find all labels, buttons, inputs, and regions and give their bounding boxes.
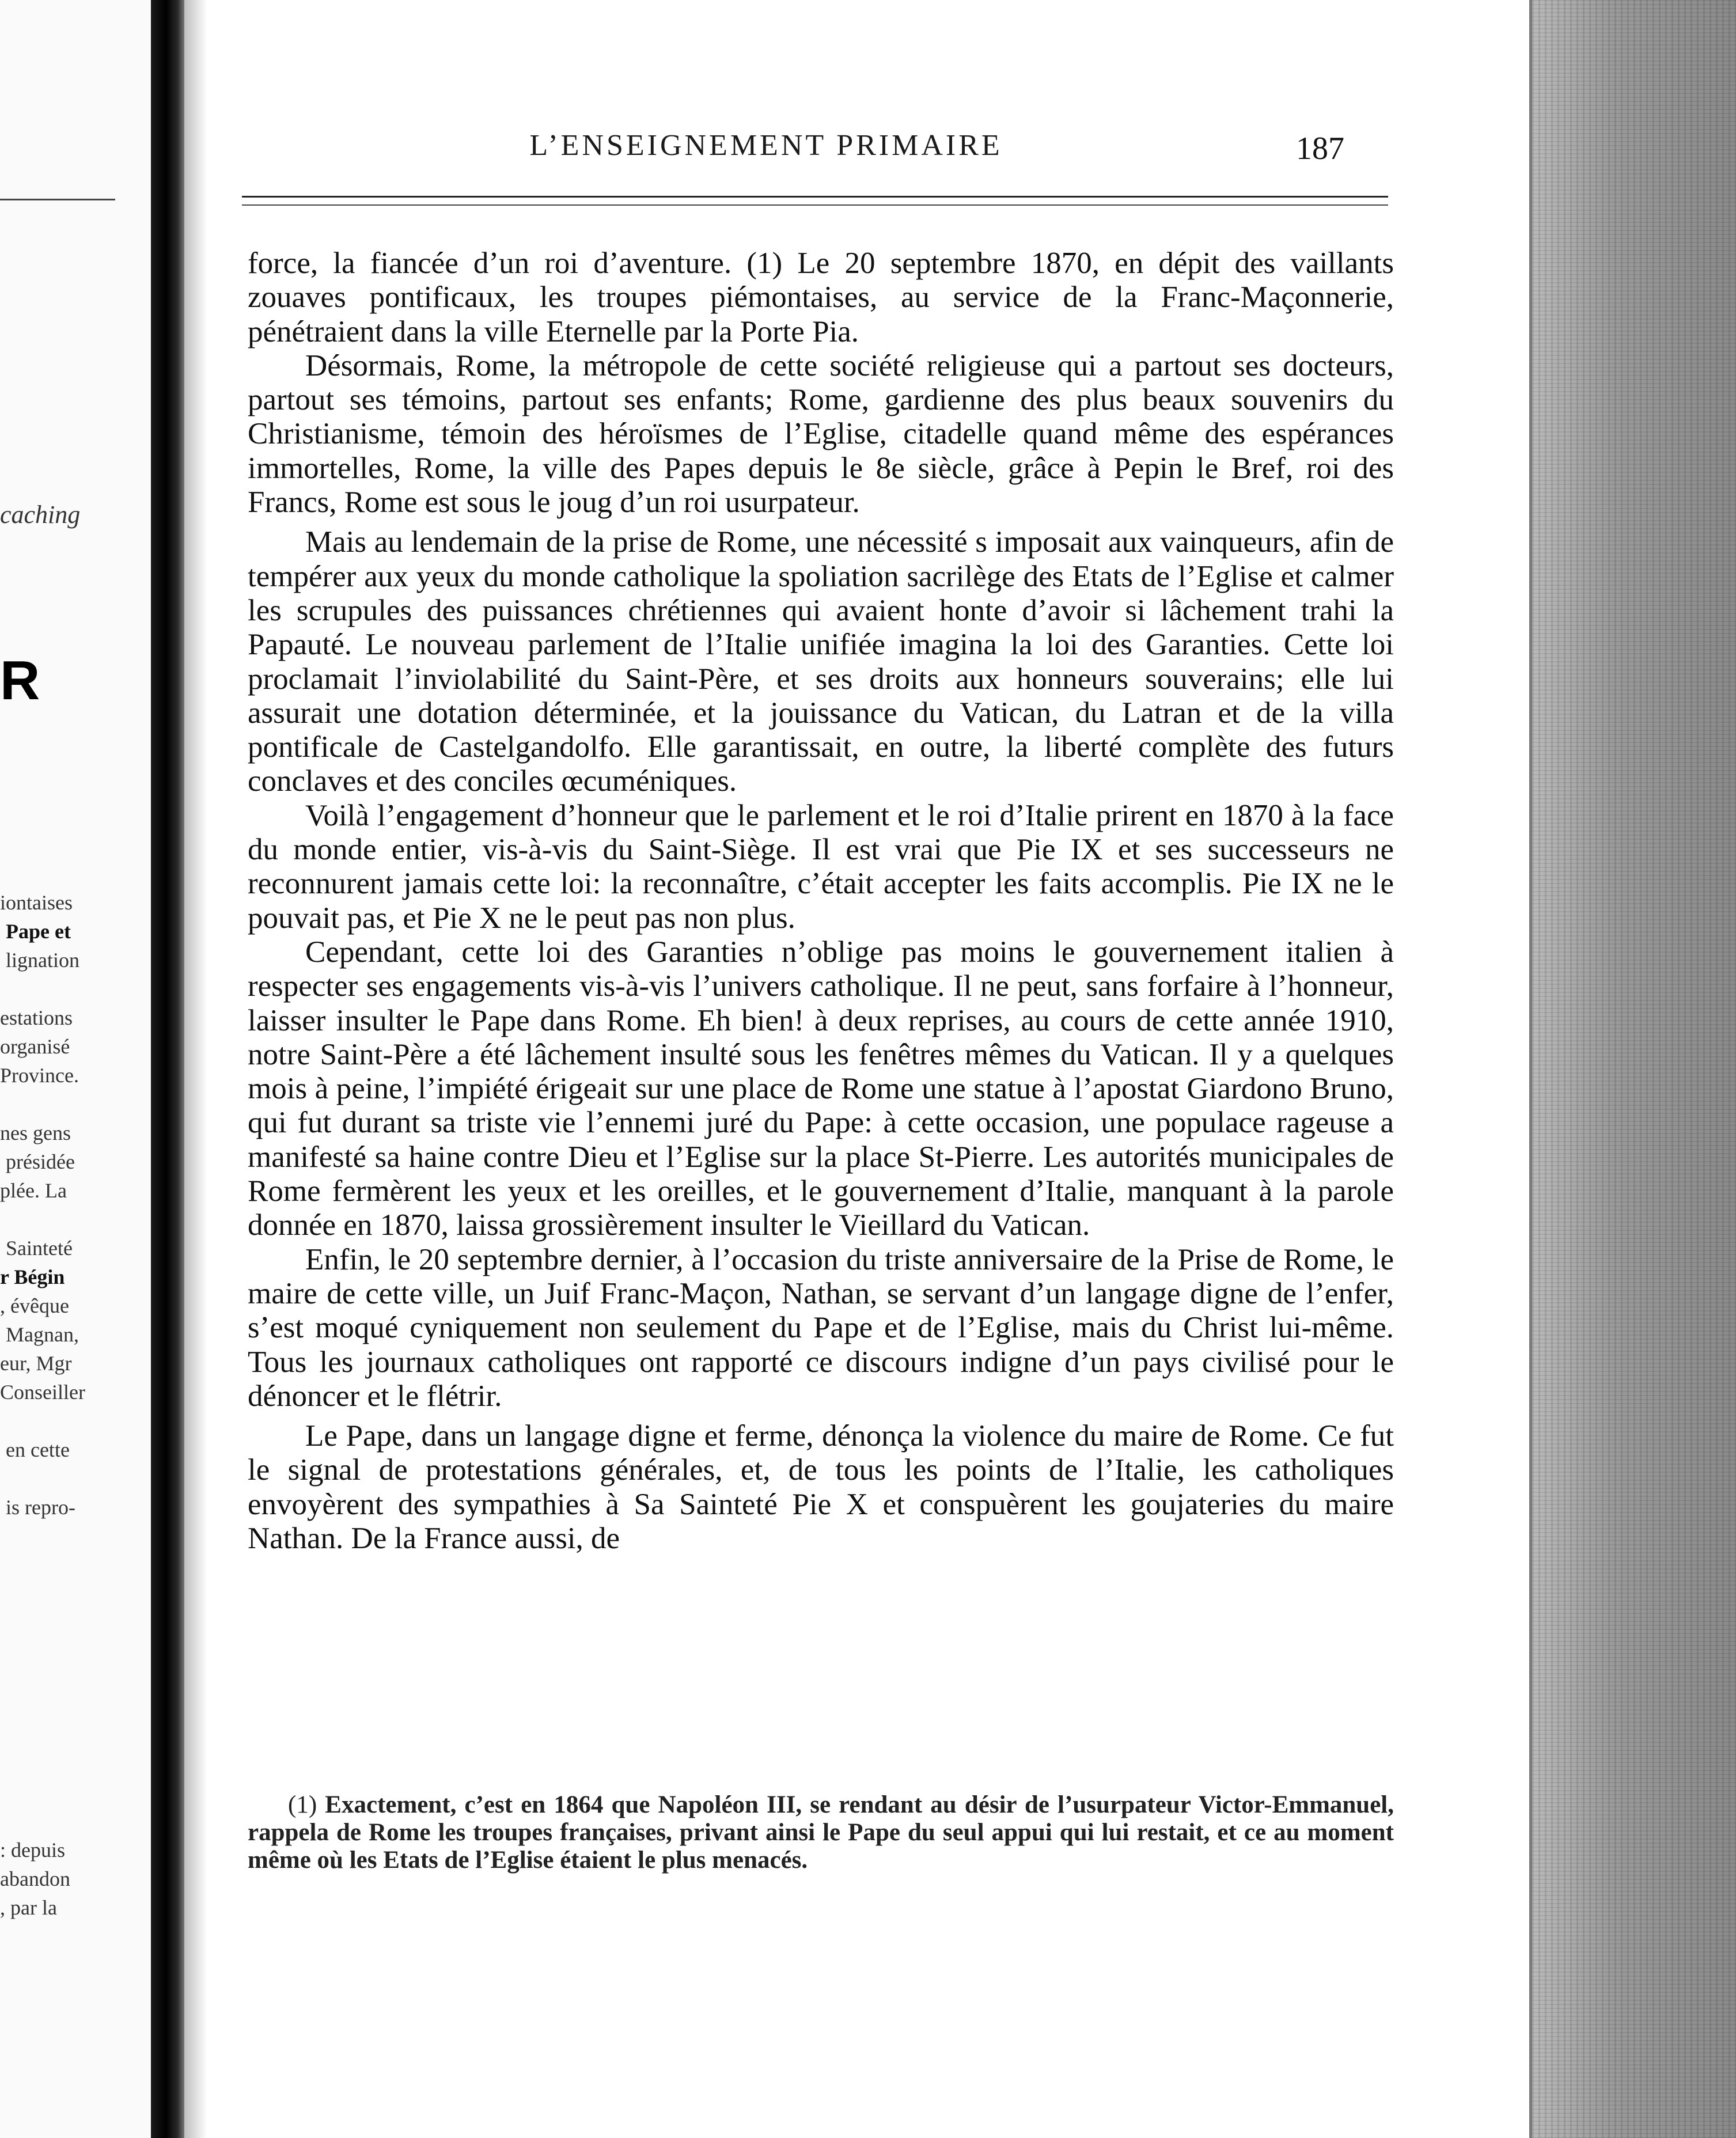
left-fragment: Magnan, (6, 1323, 79, 1346)
running-head (207, 126, 1526, 172)
paragraph: Mais au lendemain de la prise de Rome, une nécessité s imposait aux vainqueurs, afin de tempérer aux yeux du monde catholique la spoliation sacrilège des Etats de l’Eglise et calmer les scrupules des puissances chrétiennes qui avaient honte d’avoir si lâchement trahi la Papauté. Le nouveau parlement de l’Italie unifiée imagina la loi des Garanties. Cette loi proclamait l’inviolabilité du Saint-Père, et ses droits aux honneurs souverains; elle lui assurait une dotation déterminée, et la jouissance du Vatican, du Latran et de la villa pontificale de Castelgandolfo. Elle garantissait, en outre, la liberté complète des futurs conclaves et des conciles œcuméniques. (248, 525, 1394, 798)
left-page-fragment (0, 0, 151, 2138)
left-fragment: estations (0, 1006, 73, 1029)
left-fragment: en cette (6, 1438, 70, 1461)
left-fragment: caching (0, 501, 81, 529)
left-fragment: présidée (6, 1150, 75, 1173)
left-fragment: lignation (6, 949, 79, 972)
left-fragment: plée. La (0, 1179, 67, 1202)
left-fragment: nes gens (0, 1121, 71, 1144)
left-fragment: is repro- (6, 1496, 75, 1519)
left-fragment: iontaises (0, 891, 73, 914)
left-fragment: Pape et (6, 920, 71, 943)
left-fragment: Province. (0, 1064, 79, 1087)
left-fragment: abandon (0, 1867, 70, 1890)
page-edge-stack (1532, 0, 1736, 2138)
left-fragment: Conseiller (0, 1381, 85, 1404)
spine-shadow (184, 0, 207, 2138)
page-number: 187 (1296, 131, 1344, 166)
paragraph: Cependant, cette loi des Garanties n’oblige pas moins le gouvernement italien à respecter ses engagements vis-à-vis l’univers catholique. Il ne peut, sans forfaire à l’honneur, laisser insulter le Pape dans Rome. Eh bien! à deux reprises, au cours de cette année 1910, notre Saint-Père a été lâchement insulté sous les fenêtres mêmes du Vatican. Il y a quelques mois à peine, l’impiété érigeait sur une place de Rome une statue à l’apostat Giardono Bruno, qui fut durant sa triste vie l’ennemi juré du Pape: à cette occasion, une populace rageuse a manifesté sa haine contre Dieu et l’Eglise sur la place St-Pierre. Les autorités municipales de Rome fermèrent les yeux et les oreilles, et le gouvernement d’Italie, manquant à la parole donnée en 1870, laissa grossièrement insulter le Vieillard du Vatican. (248, 935, 1394, 1242)
body-text (248, 247, 1394, 1556)
left-fragment: r Bégin (0, 1265, 65, 1288)
paragraph: Enfin, le 20 septembre dernier, à l’occasion du triste anniversaire de la Prise de Rome, le maire de cette ville, un Juif Franc-Maçon, Nathan, se servant d’un langage digne de l’enfer, s’est moqué cyniquement non seulement du Pape et de l’Eglise, mais du Christ lui-même. Tous les journaux catholiques ont rapporté ce discours indigne d’un pays civilisé pour le dénoncer et le flétrir. (248, 1242, 1394, 1413)
paragraph: force, la fiancée d’un roi d’aventure. (1) Le 20 septembre 1870, en dépit des vaillants zouaves pontificaux, les troupes piémontaises, au service de la Franc-Maçonnerie, pénétraient dans la ville Eternelle par la Porte Pia. (248, 247, 1394, 348)
running-title: L’ENSEIGNEMENT PRIMAIRE (529, 129, 1003, 162)
left-fragment: : depuis (0, 1838, 65, 1862)
left-fragment: eur, Mgr (0, 1352, 72, 1375)
left-fragment: organisé (0, 1035, 70, 1058)
paragraph: Le Pape, dans un langage digne et ferme, dénonça la violence du maire de Rome. Ce fut le signal de protestations générales, et, de tous les points de l’Italie, les catholiques envoyèrent des sympathies à Sa Sainteté Pie X et conspuèrent les goujateries du maire Nathan. De la France aussi, de (248, 1419, 1394, 1555)
footnote (248, 1791, 1394, 1874)
left-fragment: , par la (0, 1896, 57, 1919)
footnote-text: Exactement, c’est en 1864 que Napoléon III, se rendant au désir de l’usurpateur Victor-Emmanuel, rappela de Rome les troupes françaises, privant ainsi le Pape du seul appui qui lui restait, et ce au moment même où les Etats de l’Eglise étaient le plus menacés. (248, 1791, 1394, 1874)
header-double-rule (242, 196, 1388, 206)
left-fragment: , évêque (0, 1294, 69, 1317)
book-page (207, 0, 1526, 2138)
paragraph: Voilà l’engagement d’honneur que le parlement et le roi d’Italie prirent en 1870 à la face du monde entier, vis-à-vis du Saint-Siège. Il est vrai que Pie IX et ses successeurs ne reconnurent jamais cette loi: la reconnaître, c’était accepter les faits accomplis. Pie IX ne le pouvait pas, et Pie X ne le peut pas non plus. (248, 798, 1394, 935)
left-page-rule (0, 199, 115, 200)
left-fragment: R (0, 650, 40, 711)
paragraph: Désormais, Rome, la métropole de cette société religieuse qui a partout ses docteurs, partout ses témoins, partout ses enfants; Rome, gardienne des plus beaux souvenirs du Christianisme, témoin des héroïsmes de l’Eglise, citadelle quand même des espérances immortelles, Rome, la ville des Papes depuis le 8e siècle, grâce à Pepin le Bref, roi des Francs, Rome est sous le joug d’un roi usurpateur. (248, 348, 1394, 520)
book-spine (151, 0, 184, 2138)
footnote-mark: (1) (288, 1791, 317, 1818)
left-fragment: Sainteté (6, 1237, 73, 1260)
